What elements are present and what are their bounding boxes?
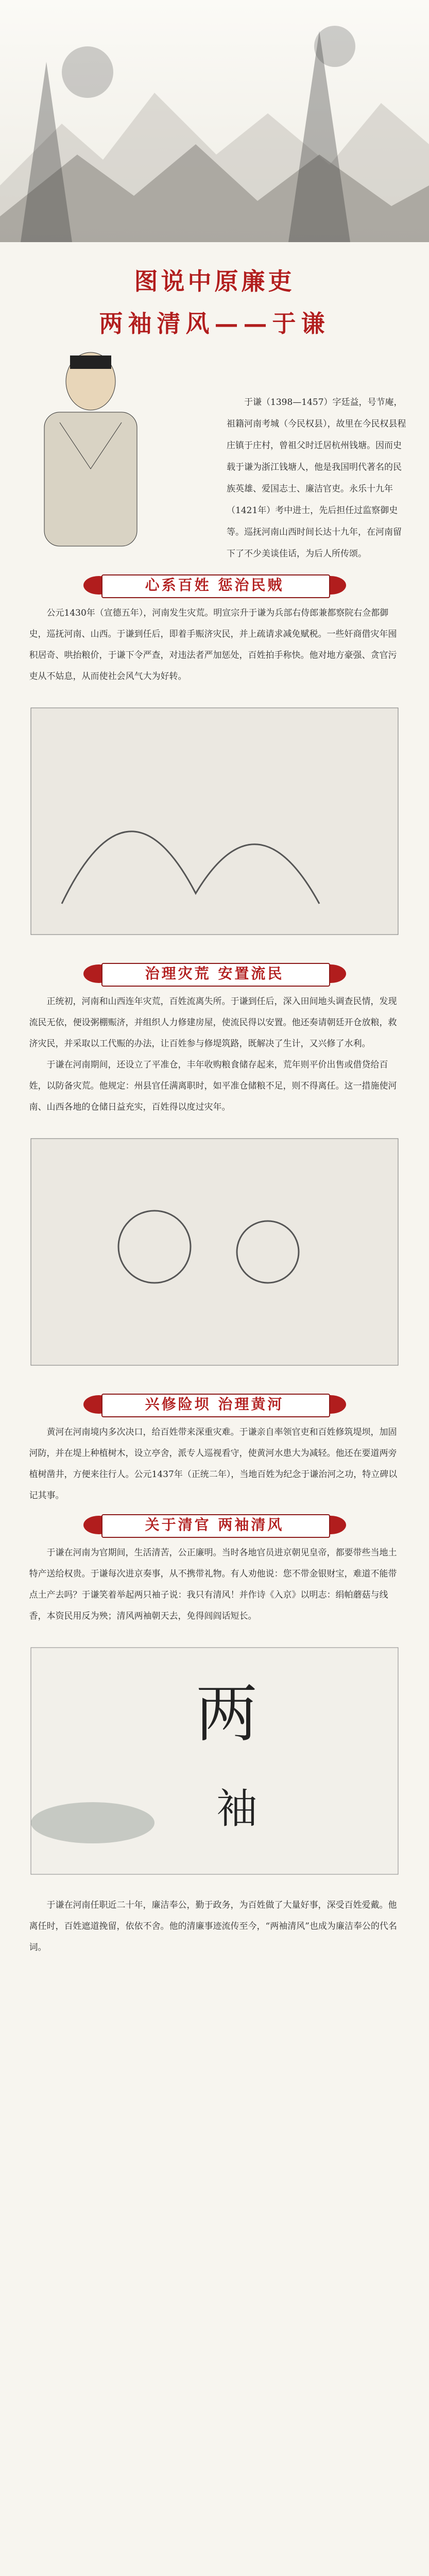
section-4-paragraph: 于谦在河南为官期间，生活清苦，公正廉明。当时各地官员进京朝见皇帝，都要带些当地土特产送给权贵。于谦每次进京奏事，从不携带礼物。有人劝他说：您不带金银财宝，难道不能带点土产去吗？于谦笑着举起两只袖子说：我只有清风！并作诗《入京》以明志：绢帕蘑菇与线香，本资民用反为殃；清风两袖朝天去，免得闾阎话短长。 [29,1548,397,1621]
calligraphy-illustration [0,1627,429,1895]
section-heading-1: 心系百姓 惩治民贼 [81,567,349,603]
section-3-paragraph: 黄河在河南境内多次决口，给百姓带来深重灾难。于谦亲自率领官吏和百姓修筑堤坝，加固河防，并在堤上种植树木，设立亭舍，派专人巡视看守，使黄河水患大为减轻。他还在要道两旁植树凿井，方便来往行人。公元1437年（正统二年），当地百姓为纪念于谦治河之功，特立碑以记其事。 [29,1427,398,1501]
title-block [0,242,429,335]
hero-landscape [0,0,429,242]
intro-section [0,335,429,567]
section-2-paragraph-1: 正统初，河南和山西连年灾荒，百姓流离失所。于谦到任后，深入田间地头调查民情，发现流民无依，便设粥棚赈济，并组织人力修建房屋，使流民得以安置。他还奏请朝廷开仓放粮，救济灾民，并采取以工代赈的办法，让百姓参与修堤筑路，既解决了生计，又兴修了水利。 [29,996,397,1049]
illustration-2 [0,1118,429,1386]
yu-qian-portrait [13,335,168,562]
section-heading-3: 兴修险坝 治理黄河 [81,1386,349,1422]
svg-text:袖: 袖 [216,1785,258,1833]
section-2-paragraph-2: 于谦在河南期间，还设立了平准仓，丰年收购粮食储存起来，荒年则平价出售或借贷给百姓，以防备灾荒。他规定：州县官任满离职时，如平准仓储粮不足，则不得离任。这一措施使河南、山西各地的仓储日益充实，百姓得以度过灾年。 [29,1060,397,1112]
page-title: 图说中原廉吏 [134,267,295,295]
section-heading-4: 关于清官 两袖清风 [81,1506,349,1543]
ink-landscape-image [0,0,429,242]
illustration-1 [0,687,429,955]
intro-text: 于谦（1398—1457）字廷益，号节庵，祖籍河南考城（今民权县），故里在今民权县程庄镇于庄村，曾祖父时迁居杭州钱塘。因而史载于谦为浙江钱塘人，他是我国明代著名的民族英雄、爱国志士、廉洁官吏。永乐十九年（1421年）考中进士，先后担任过监察御史等。巡抚河南山西时间长达十九年，在河南留下了不少美谈佳话，为后人所传颂。 [227,397,406,559]
section-1-paragraph: 公元1430年（宣德五年），河南发生灾荒。明宣宗升于谦为兵部右侍郎兼都察院右佥都御史，巡抚河南、山西。于谦到任后，即着手赈济灾民，并上疏请求减免赋税。一些奸商借灾年囤积居奇、哄抬粮价，于谦下令严查，对违法者严加惩处，百姓拍手称快。他对地方豪强、贪官污吏从不姑息，从而使社会风气大为好转。 [29,608,397,682]
closing-paragraph: 于谦在河南任职近二十年，廉洁奉公，勤于政务，为百姓做了大量好事，深受百姓爱戴。他离任时，百姓遮道挽留，依依不舍。他的清廉事迹流传至今，“两袖清风”也成为廉洁奉公的代名词。 [29,1900,397,1953]
page-subtitle: 两袖清风——于谦 [99,310,330,337]
section-heading-2: 治理灾荒 安置流民 [81,955,349,991]
svg-text:两: 两 [196,1679,258,1750]
